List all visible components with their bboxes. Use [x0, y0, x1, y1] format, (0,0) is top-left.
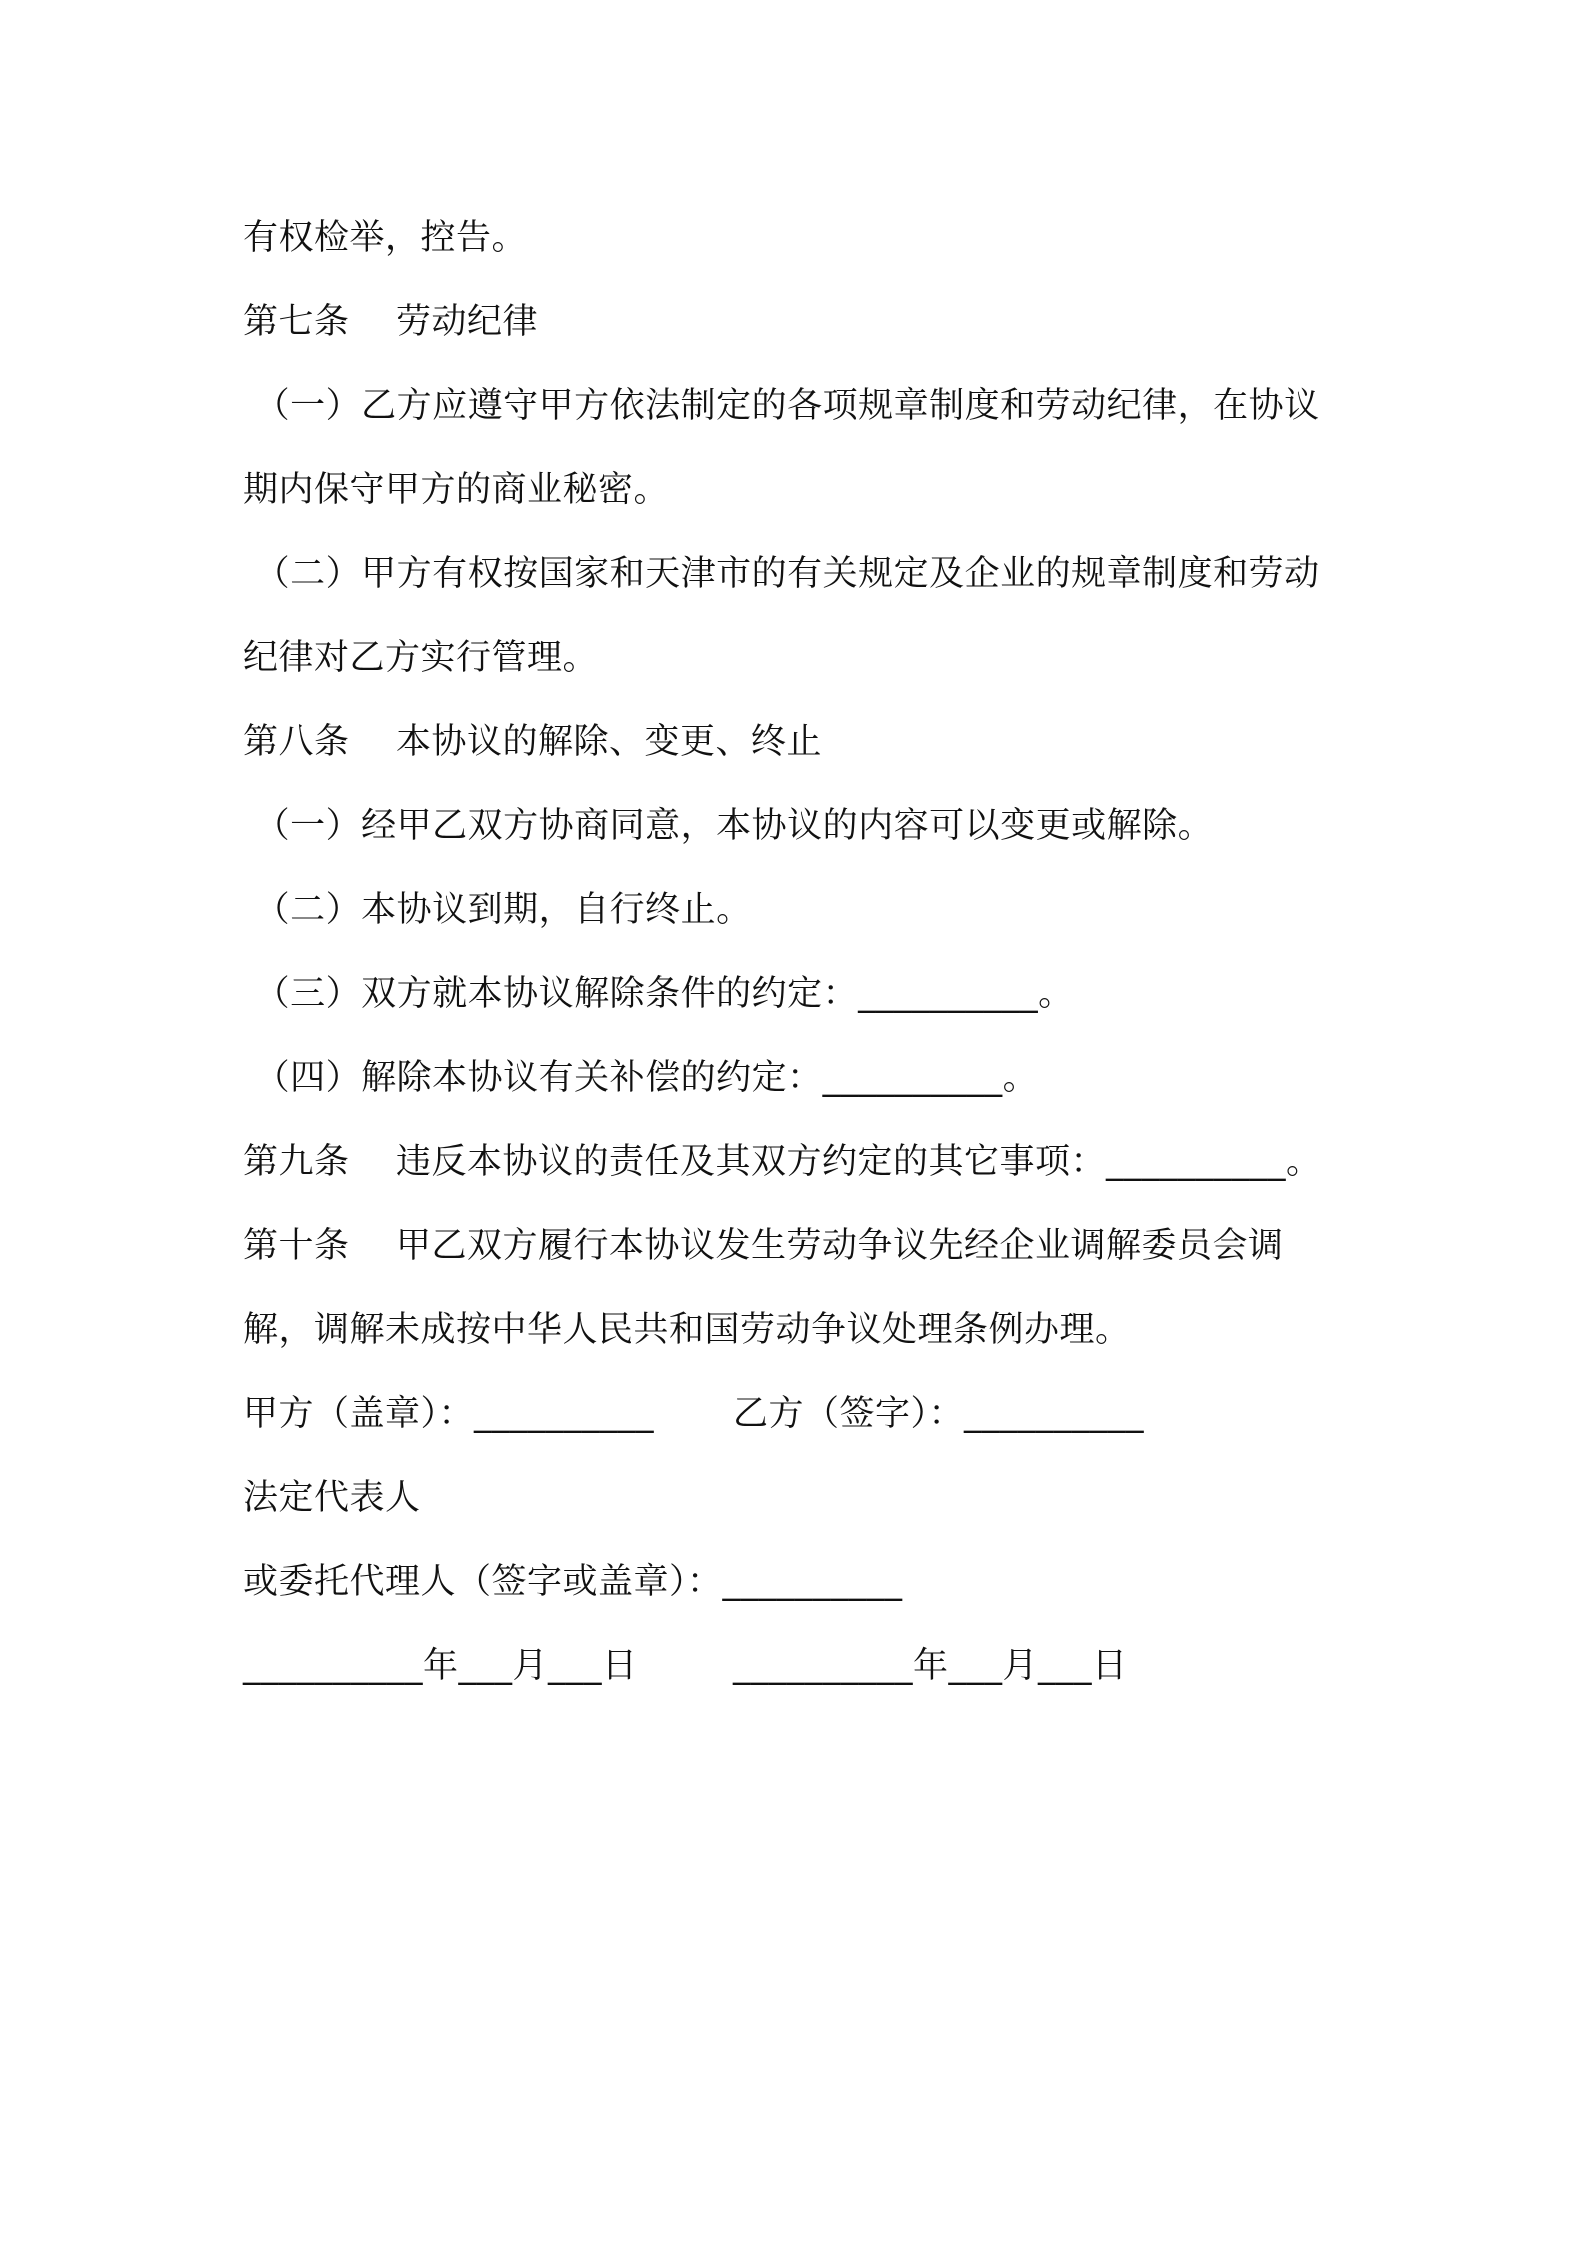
- party-b-signature: 乙方（签字）：__________: [733, 1394, 1145, 1434]
- article-8-heading: 第八条 本协议的解除、变更、终止: [243, 722, 823, 762]
- article-10-cont: 解，调解未成按中华人民共和国劳动争议处理条例办理。: [243, 1310, 1131, 1350]
- article-7-item-2-cont: 纪律对乙方实行管理。: [243, 638, 599, 678]
- article-8-item-4: （四）解除本协议有关补偿的约定：__________。: [243, 1058, 1039, 1098]
- article-7-item-1: （一）乙方应遵守甲方依法制定的各项规章制度和劳动纪律，在协议: [243, 386, 1320, 426]
- document-body: [243, 196, 1363, 1708]
- article-9: 第九条 违反本协议的责任及其双方约定的其它事项：__________。: [243, 1142, 1322, 1182]
- article-8-item-2: （二）本协议到期，自行终止。: [243, 890, 752, 930]
- party-a-signature: 甲方（盖章）：__________: [243, 1394, 655, 1434]
- text-line-report-right: 有权检举，控告。: [243, 218, 528, 258]
- legal-representative-label: 法定代表人: [243, 1478, 421, 1518]
- article-7-item-2: （二）甲方有权按国家和天津市的有关规定及企业的规章制度和劳动: [243, 554, 1320, 594]
- party-b-date: __________年___月___日: [733, 1646, 1128, 1686]
- party-a-date: __________年___月___日: [243, 1646, 638, 1686]
- article-8-item-1: （一）经甲乙双方协商同意，本协议的内容可以变更或解除。: [243, 806, 1214, 846]
- date-row: [243, 1624, 1363, 1708]
- article-8-item-3: （三）双方就本协议解除条件的约定：__________。: [243, 974, 1074, 1014]
- article-10: 第十条 甲乙双方履行本协议发生劳动争议先经企业调解委员会调: [243, 1226, 1284, 1266]
- article-7-item-1-cont: 期内保守甲方的商业秘密。: [243, 470, 670, 510]
- article-7-heading: 第七条 劳动纪律: [243, 302, 539, 342]
- signature-row: [243, 1372, 1363, 1456]
- agent-signature: 或委托代理人（签字或盖章）：__________: [243, 1562, 903, 1602]
